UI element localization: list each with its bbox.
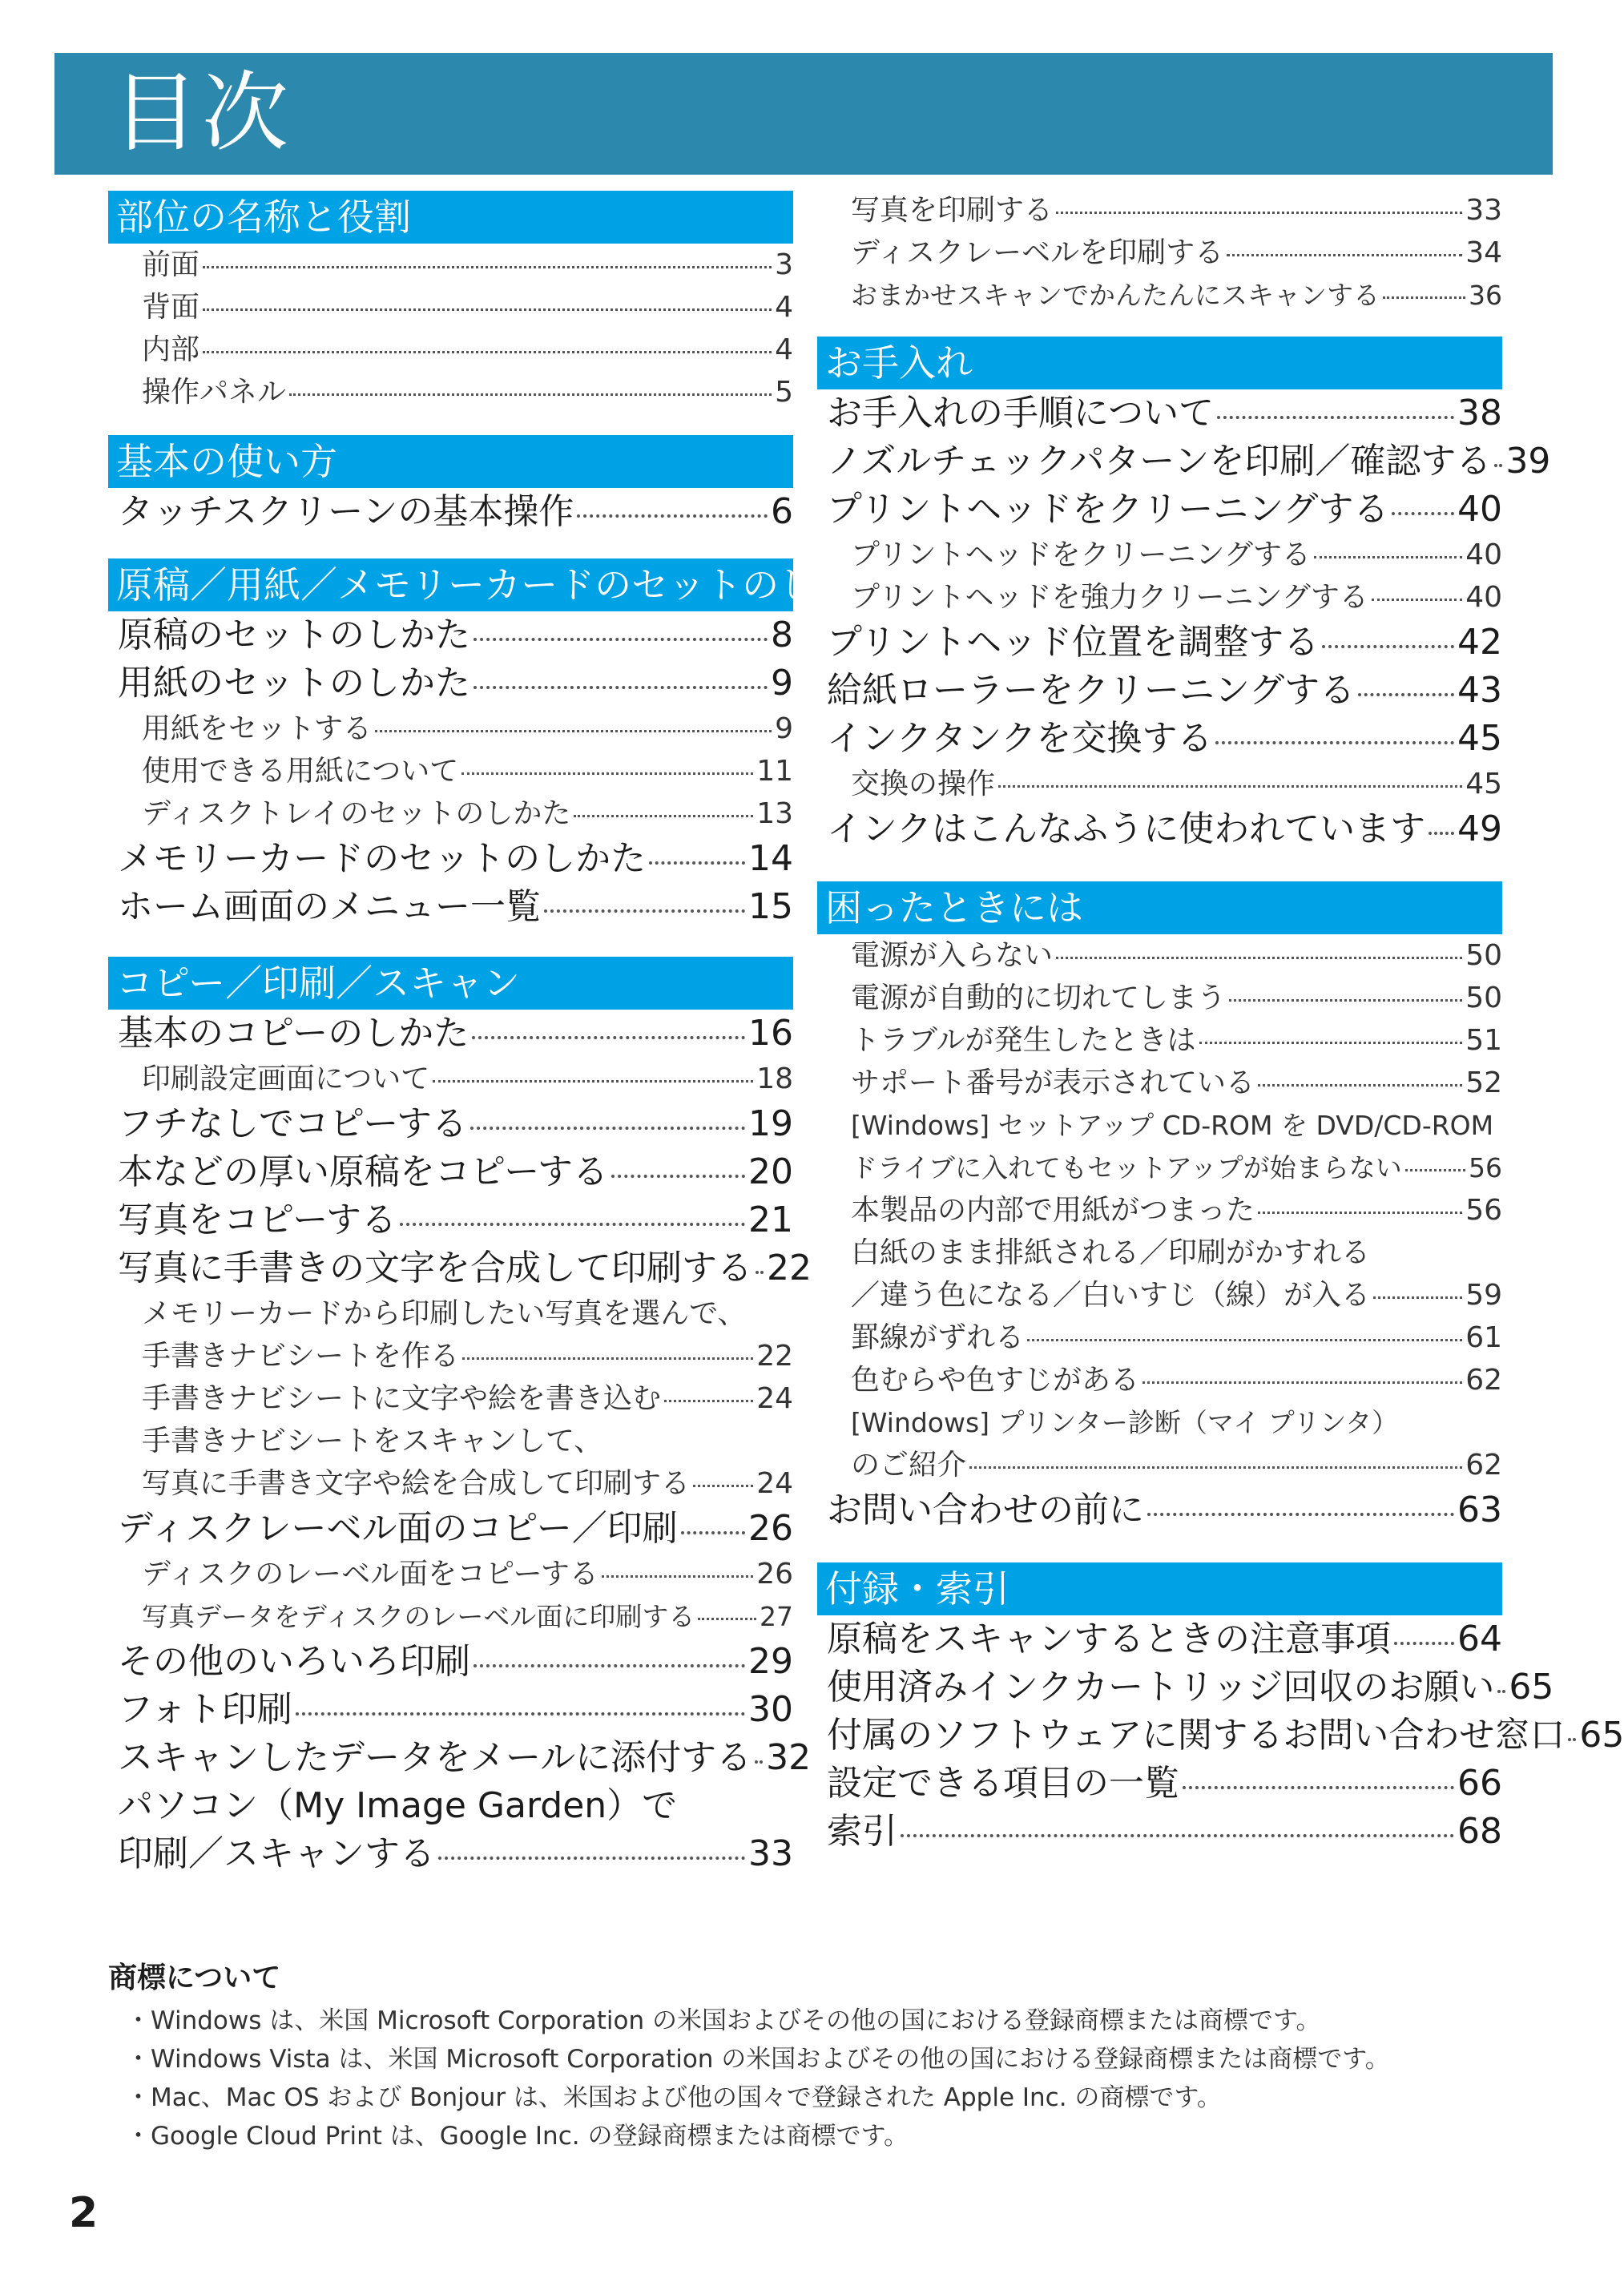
toc-entry[interactable]: [108, 1686, 793, 1734]
entry-label: 用紙のセットのしかた: [118, 663, 470, 704]
entry-page: 68: [1457, 1811, 1502, 1852]
entry-label: 印刷／スキャンする: [118, 1833, 435, 1874]
entry-page: 50: [1465, 982, 1502, 1014]
toc-entry[interactable]: [108, 1148, 793, 1196]
section-header: お手入れ: [817, 337, 1502, 389]
toc-entry[interactable]: [817, 1712, 1624, 1760]
entry-label: 用紙をセットする: [142, 712, 372, 745]
toc-entry[interactable]: [108, 244, 793, 286]
entry-label: 原稿をスキャンするときの注意事項: [827, 1619, 1391, 1659]
entry-page: 56: [1465, 1194, 1502, 1227]
toc-section: [108, 435, 793, 536]
entry-page: 42: [1457, 622, 1502, 663]
toc-entry[interactable]: [817, 1189, 1502, 1232]
leader-dots: [1217, 416, 1454, 419]
leader-dots: [1497, 1690, 1505, 1693]
entry-page: 50: [1465, 939, 1502, 972]
toc-entry[interactable]: [108, 1058, 793, 1100]
entry-page: 13: [756, 797, 793, 830]
entry-page: 24: [756, 1467, 793, 1500]
leader-dots: [1183, 1786, 1454, 1789]
leader-dots: [203, 308, 772, 311]
leader-dots: [203, 266, 772, 268]
leader-dots: [1373, 1296, 1462, 1299]
toc-section: [108, 191, 793, 413]
leader-dots: [544, 909, 745, 913]
entry-label: プリントヘッドをクリーニングする: [851, 538, 1311, 571]
entry-page: 5: [775, 376, 793, 409]
section-header: 困ったときには: [817, 881, 1502, 934]
toc-entry-continued[interactable]: 白紙のまま排紙される／印刷がかすれる: [851, 1236, 1371, 1269]
toc-entry[interactable]: [108, 708, 793, 750]
leader-dots: [1394, 1642, 1454, 1645]
entry-page: 40: [1465, 581, 1502, 614]
entry-page: 65: [1579, 1715, 1624, 1756]
entry-label: 写真を印刷する: [851, 194, 1054, 227]
entry-label: ディスクレーベルを印刷する: [851, 236, 1224, 269]
entry-label: 本製品の内部で用紙がつまった: [851, 1194, 1255, 1227]
entry-page: 45: [1457, 718, 1502, 759]
entry-label: お問い合わせの前に: [827, 1490, 1144, 1530]
entry-label: 索引: [827, 1811, 897, 1852]
leader-dots: [433, 1080, 753, 1083]
entry-label: 写真に手書き文字や絵を合成して印刷する: [142, 1467, 691, 1500]
entry-page: 64: [1457, 1619, 1502, 1659]
leader-dots: [462, 1357, 753, 1360]
leader-dots: [602, 1575, 753, 1578]
entry-label: 背面: [142, 291, 200, 324]
entry-page: 26: [748, 1508, 793, 1549]
leader-dots: [681, 1531, 745, 1534]
leader-dots: [1056, 957, 1462, 959]
leader-dots: [649, 861, 745, 865]
leader-dots: [296, 1712, 745, 1716]
entry-page: 36: [1469, 280, 1502, 311]
toc-entry-continued[interactable]: [Windows] プリンター診断（マイ プリンタ）: [851, 1407, 1399, 1438]
leader-dots: [1372, 599, 1462, 601]
leader-dots: [473, 686, 768, 689]
entry-label: 使用済みインクカートリッジ回収のお願い: [827, 1667, 1495, 1708]
entry-page: 21: [748, 1199, 793, 1240]
entry-page: 63: [1457, 1490, 1502, 1530]
leader-dots: [400, 1223, 745, 1226]
entry-page: 61: [1465, 1321, 1502, 1354]
entry-page: 34: [1465, 236, 1502, 269]
toc-entry[interactable]: [108, 329, 793, 371]
leader-dots: [969, 1466, 1462, 1469]
trademark-note: ・Windows は、米国 Microsoft Corporation の米国およびその他の国における登録商標または商標です。: [126, 2006, 1321, 2035]
trademark-note: ・Windows Vista は、米国 Microsoft Corporation の米国およびその他の国における登録商標または商標です。: [126, 2045, 1390, 2074]
entry-label: トラブルが発生したときは: [851, 1024, 1196, 1057]
entry-label: おまかせスキャンでかんたんにスキャンする: [851, 280, 1380, 311]
entry-page: 33: [748, 1833, 793, 1874]
entry-label: 手書きナビシートに文字や絵を書き込む: [142, 1382, 662, 1415]
leader-dots: [1383, 296, 1465, 299]
entry-page: 8: [771, 615, 793, 655]
toc-entry[interactable]: [817, 1663, 1554, 1712]
entry-label: インクタンクを交換する: [827, 718, 1213, 759]
entry-label: メモリーカードのセットのしかた: [118, 838, 647, 879]
trademarks-heading: 商標について: [108, 1962, 281, 1994]
toc-entry[interactable]: [817, 437, 1551, 486]
toc-entry[interactable]: [817, 1316, 1502, 1359]
entry-label: 手書きナビシートを作る: [142, 1340, 460, 1373]
leader-dots: [1229, 999, 1462, 1002]
leader-dots: [1056, 212, 1462, 214]
toc-entry[interactable]: [108, 1595, 793, 1638]
leader-dots: [1314, 556, 1462, 558]
entry-page: 30: [748, 1689, 793, 1730]
toc-entry[interactable]: [108, 1100, 793, 1148]
entry-page: 62: [1465, 1364, 1502, 1397]
entry-label: 本などの厚い原稿をコピーする: [118, 1151, 609, 1192]
entry-label: ディスクのレーベル面をコピーする: [142, 1558, 598, 1591]
toc-entry[interactable]: [817, 1444, 1502, 1486]
entry-label: 使用できる用紙について: [142, 755, 459, 788]
title-banner: [54, 53, 1553, 175]
entry-page: 14: [748, 838, 793, 879]
entry-page: 22: [756, 1340, 793, 1373]
leader-dots: [438, 1857, 745, 1860]
trademark-note: ・Mac、Mac OS および Bonjour は、米国および他の国々で登録された Apple Inc. の商標です。: [126, 2083, 1222, 2112]
toc-entry[interactable]: [817, 486, 1502, 534]
toc-entry[interactable]: [817, 1147, 1502, 1189]
toc-entry[interactable]: [108, 488, 793, 536]
leader-dots: [470, 1127, 745, 1130]
toc-entry[interactable]: [108, 286, 793, 329]
toc-entry[interactable]: [108, 835, 793, 883]
leader-dots: [1258, 1084, 1462, 1087]
entry-page: 49: [1457, 808, 1502, 849]
entry-label: 付属のソフトウェアに関するお問い合わせ窓口: [827, 1715, 1566, 1756]
entry-label: 内部: [142, 333, 200, 366]
entry-page: 26: [756, 1558, 793, 1591]
leader-dots: [1258, 1212, 1462, 1214]
leader-dots: [664, 1400, 753, 1402]
entry-page: 32: [766, 1737, 812, 1778]
entry-page: 9: [775, 712, 793, 745]
entry-label: 前面: [142, 248, 200, 281]
toc-entry[interactable]: [108, 750, 793, 792]
leader-dots: [1199, 1042, 1463, 1044]
leader-dots: [1027, 1339, 1462, 1341]
toc-entry[interactable]: [108, 1196, 793, 1244]
toc-entry[interactable]: [108, 792, 793, 835]
toc-section: [817, 1562, 1624, 1856]
toc-entry[interactable]: [108, 1553, 793, 1595]
entry-label: 設定できる項目の一覧: [827, 1763, 1179, 1804]
section-header: コピー／印刷／スキャン: [108, 957, 793, 1010]
entry-page: 3: [775, 248, 793, 281]
leader-dots: [203, 351, 772, 353]
toc-entry[interactable]: [817, 934, 1502, 977]
entry-label: 写真をコピーする: [118, 1199, 397, 1240]
entry-page: 16: [748, 1013, 793, 1054]
trademarks-section: [108, 1955, 1550, 2155]
toc-entry[interactable]: [817, 1274, 1502, 1316]
toc-entry[interactable]: [817, 274, 1502, 317]
toc-entry[interactable]: [817, 232, 1502, 274]
toc-entry[interactable]: [817, 763, 1502, 805]
entry-page: 51: [1465, 1024, 1502, 1057]
leader-dots: [472, 1036, 745, 1039]
entry-page: 38: [1457, 393, 1502, 433]
toc-section: [817, 881, 1502, 1534]
entry-label: サポート番号が表示されている: [851, 1066, 1255, 1099]
leader-dots: [1322, 645, 1454, 648]
entry-label: その他のいろいろ印刷: [118, 1641, 470, 1682]
page-title: 目次: [112, 63, 292, 163]
toc-entry[interactable]: [817, 619, 1502, 667]
entry-label: 写真データをディスクのレーベル面に印刷する: [142, 1601, 695, 1632]
leader-dots: [375, 730, 772, 732]
entry-page: 59: [1465, 1279, 1502, 1312]
leader-dots: [1429, 832, 1454, 835]
trademark-note: ・Google Cloud Print は、Google Inc. の登録商標または商標です。: [126, 2122, 909, 2151]
toc-entry[interactable]: [108, 371, 793, 413]
entry-page: 20: [748, 1151, 793, 1192]
toc-entry[interactable]: [817, 1019, 1502, 1062]
toc-entry[interactable]: [817, 1760, 1502, 1808]
toc-section-continued: [817, 189, 1502, 317]
entry-label: 電源が入らない: [851, 939, 1054, 972]
entry-label: 交換の操作: [851, 768, 996, 800]
leader-dots: [901, 1834, 1454, 1837]
leader-dots: [998, 785, 1462, 788]
entry-page: 24: [756, 1382, 793, 1415]
entry-label: プリントヘッドをクリーニングする: [827, 489, 1389, 530]
entry-label: ディスクレーベル面のコピー／印刷: [118, 1508, 678, 1549]
toc-entry[interactable]: [817, 1808, 1502, 1856]
leader-dots: [1392, 512, 1454, 515]
entry-page: 40: [1465, 538, 1502, 571]
toc-entry[interactable]: [817, 1359, 1502, 1401]
leader-dots: [698, 1618, 756, 1620]
leader-dots: [1147, 1513, 1454, 1516]
entry-page: 6: [771, 491, 793, 532]
entry-label: ホーム画面のメニュー一覧: [118, 886, 541, 927]
entry-label: タッチスクリーンの基本操作: [118, 491, 574, 532]
entry-label: 給紙ローラーをクリーニングする: [827, 670, 1356, 711]
section-header: 付録・索引: [817, 1562, 1502, 1615]
toc-entry[interactable]: [817, 1615, 1502, 1663]
entry-page: 15: [748, 886, 793, 927]
leader-dots: [577, 514, 768, 518]
leader-dots: [693, 1485, 753, 1487]
toc-entry[interactable]: [108, 1462, 793, 1505]
entry-label: 写真に手書きの文字を合成して印刷する: [118, 1248, 752, 1288]
leader-dots: [1568, 1738, 1576, 1741]
entry-label: ディスクトレイのセットのしかた: [142, 797, 571, 830]
toc-entry[interactable]: [108, 1638, 793, 1686]
leader-dots: [473, 1664, 745, 1667]
leader-dots: [1358, 693, 1454, 696]
section-header: 部位の名称と役割: [108, 191, 793, 244]
toc-entry-continued[interactable]: メモリーカードから印刷したい写真を選んで、: [142, 1297, 747, 1330]
leader-dots: [611, 1175, 745, 1178]
entry-page: 19: [748, 1103, 793, 1144]
entry-label: 印刷設定画面について: [142, 1062, 430, 1095]
entry-page: 22: [767, 1248, 812, 1288]
toc-entry[interactable]: [108, 1010, 793, 1058]
entry-page: 62: [1465, 1449, 1502, 1482]
entry-page: 52: [1465, 1066, 1502, 1099]
toc-entry[interactable]: [817, 805, 1502, 853]
entry-label: インクはこんなふうに使われています: [827, 808, 1426, 849]
entry-page: 4: [775, 333, 793, 366]
entry-label: フォト印刷: [118, 1689, 292, 1730]
toc-section: [108, 558, 890, 931]
leader-dots: [289, 393, 772, 396]
entry-page: 43: [1457, 670, 1502, 711]
entry-page: 27: [760, 1601, 793, 1632]
toc-entry[interactable]: [817, 189, 1502, 232]
toc-entry[interactable]: [108, 1505, 793, 1553]
leader-dots: [1227, 254, 1462, 256]
entry-label: 原稿のセットのしかた: [118, 615, 470, 655]
entry-page: 9: [771, 663, 793, 704]
toc-entry[interactable]: [108, 1335, 793, 1377]
leader-dots: [756, 1271, 764, 1274]
leader-dots: [1405, 1169, 1465, 1171]
section-header: 原稿／用紙／メモリーカードのセットのしかた: [108, 558, 793, 611]
entry-page: 11: [756, 755, 793, 788]
toc-entry[interactable]: [108, 1734, 812, 1782]
entry-label: 電源が自動的に切れてしまう: [851, 982, 1227, 1014]
toc-entry[interactable]: [817, 576, 1502, 619]
entry-label: 色むらや色すじがある: [851, 1364, 1140, 1397]
entry-label: ／違う色になる／白いすじ（線）が入る: [851, 1279, 1371, 1312]
entry-page: 65: [1509, 1667, 1554, 1708]
entry-label: プリントヘッド位置を調整する: [827, 622, 1320, 663]
entry-label: フチなしでコピーする: [118, 1103, 468, 1144]
leader-dots: [461, 772, 753, 775]
entry-page: 4: [775, 291, 793, 324]
toc-entry[interactable]: [108, 611, 793, 659]
toc-entry[interactable]: [817, 977, 1502, 1019]
toc-entry[interactable]: [108, 1830, 793, 1878]
entry-page: 33: [1465, 194, 1502, 227]
entry-label: のご紹介: [851, 1449, 967, 1482]
leader-dots: [574, 815, 753, 817]
entry-page: 45: [1465, 768, 1502, 800]
leader-dots: [1142, 1381, 1462, 1384]
toc-section: [108, 957, 812, 1878]
toc-section: [817, 337, 1551, 853]
entry-page: 18: [756, 1062, 793, 1095]
entry-label: 基本のコピーのしかた: [118, 1013, 469, 1054]
toc-entry[interactable]: [817, 1062, 1502, 1104]
toc-entry-continued[interactable]: パソコン（My Image Garden）で: [118, 1785, 678, 1826]
toc-entry[interactable]: [108, 1244, 812, 1292]
leader-dots: [1215, 741, 1454, 744]
entry-label: プリントヘッドを強力クリーニングする: [851, 581, 1368, 614]
section-header: 基本の使い方: [108, 435, 793, 488]
entry-page: 40: [1457, 489, 1502, 530]
entry-page: 66: [1457, 1763, 1502, 1804]
toc-entry-continued[interactable]: [Windows] セットアップ CD-ROM を DVD/CD-ROM: [851, 1110, 1494, 1141]
entry-page: 39: [1505, 441, 1551, 482]
toc-entry[interactable]: [817, 389, 1502, 437]
toc-entry[interactable]: [108, 883, 793, 931]
toc-entry-continued[interactable]: 手書きナビシートをスキャンして、: [142, 1425, 603, 1458]
leader-dots: [1494, 464, 1502, 467]
entry-label: 罫線がずれる: [851, 1321, 1025, 1354]
toc-entry[interactable]: [817, 534, 1502, 576]
entry-label: スキャンしたデータをメールに添付する: [118, 1737, 752, 1778]
leader-dots: [755, 1760, 763, 1764]
entry-label: ドライブに入れてもセットアップが始まらない: [851, 1152, 1402, 1183]
toc-entry[interactable]: [817, 715, 1502, 763]
entry-page: 29: [748, 1641, 793, 1682]
entry-label: ノズルチェックパターンを印刷／確認する: [827, 441, 1492, 482]
leader-dots: [473, 638, 768, 641]
entry-label: 操作パネル: [142, 376, 287, 409]
entry-label: お手入れの手順について: [827, 393, 1215, 433]
toc-entry[interactable]: [817, 1486, 1502, 1534]
toc-entry[interactable]: [817, 667, 1502, 715]
page-number: 2: [69, 2189, 99, 2237]
entry-page: 56: [1469, 1152, 1502, 1183]
toc-entry[interactable]: [108, 1377, 793, 1420]
toc-entry[interactable]: [108, 659, 793, 708]
